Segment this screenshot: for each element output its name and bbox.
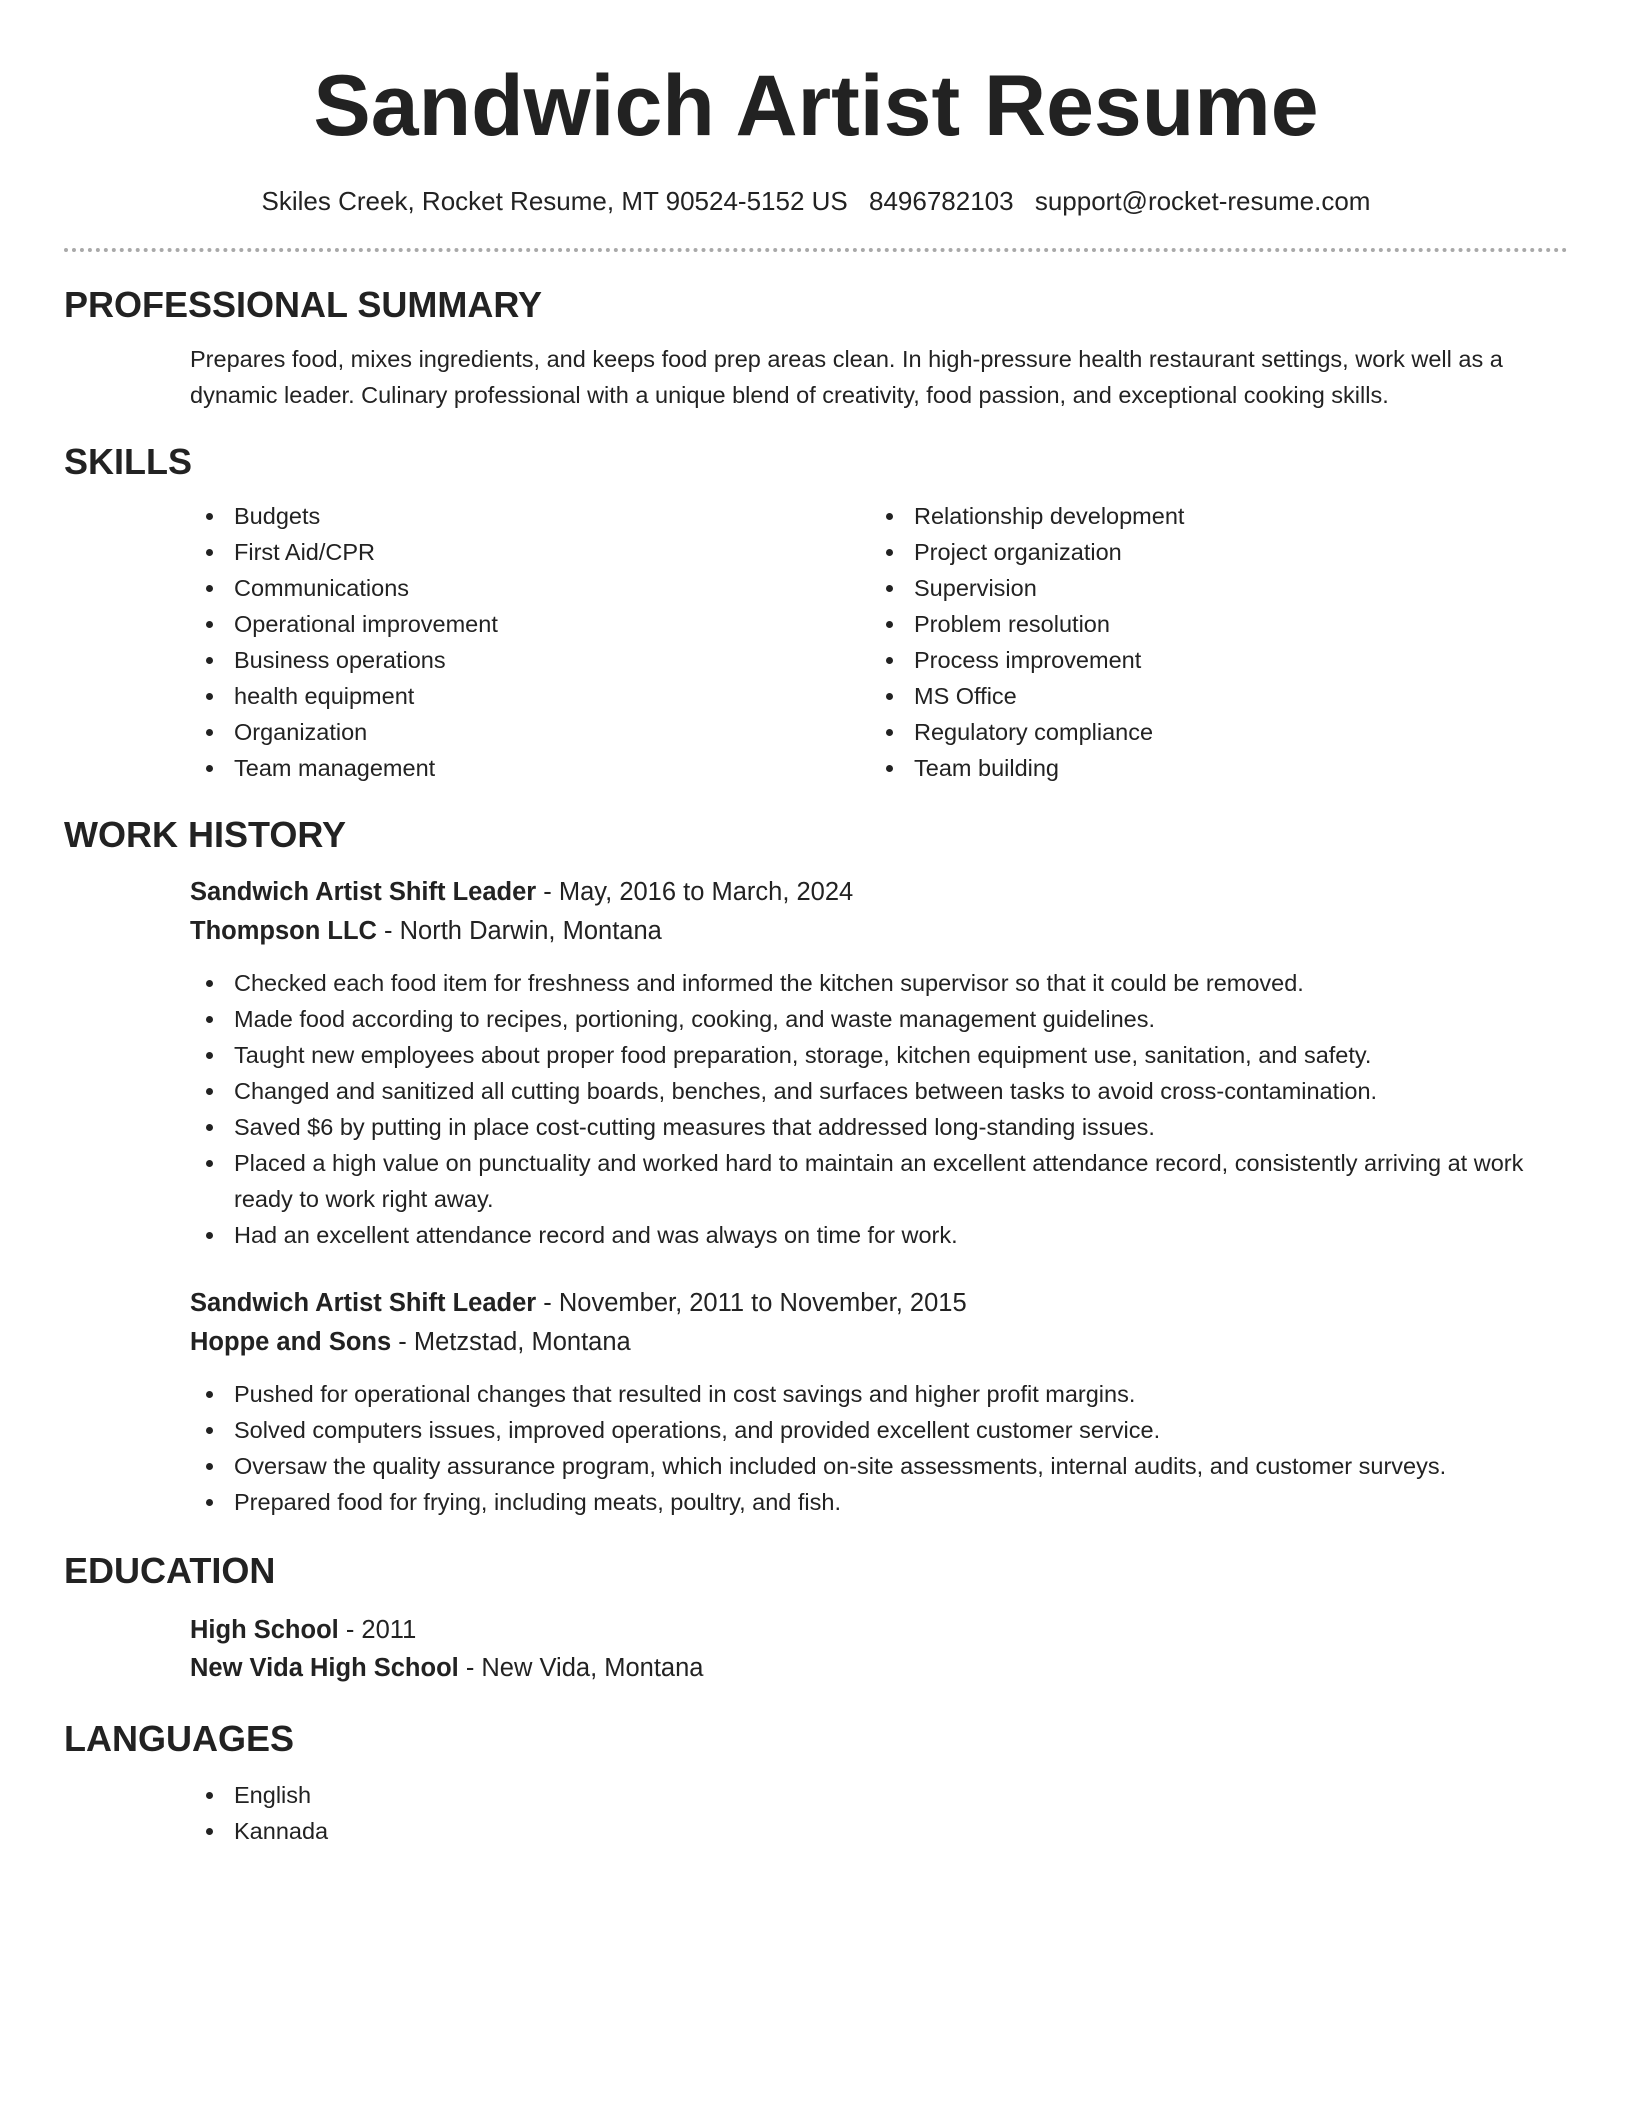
job-location: - North Darwin, Montana xyxy=(376,917,662,945)
job-title-line xyxy=(190,1284,1568,1323)
education-school: New Vida High School xyxy=(190,1654,459,1682)
job-company: Hoppe and Sons xyxy=(190,1328,392,1356)
contact-address: Skiles Creek, Rocket Resume, MT 90524-5152 US xyxy=(261,186,848,216)
education-entry xyxy=(64,1611,1568,1687)
job-bullet: Changed and sanitized all cutting boards, benches, and surfaces between tasks to avoid cross-contamination. xyxy=(190,1073,1568,1109)
education-year: - 2011 xyxy=(338,1616,417,1644)
contact-line xyxy=(64,184,1568,218)
job-entry xyxy=(64,873,1568,1253)
skills-left-column xyxy=(190,498,870,786)
skill-item: Team management xyxy=(190,750,870,786)
job-bullet: Pushed for operational changes that resulted in cost savings and higher profit margins. xyxy=(190,1376,1568,1412)
languages-heading: LANGUAGES xyxy=(64,1718,295,1759)
job-bullet: Had an excellent attendance record and was always on time for work. xyxy=(190,1217,1568,1253)
skills-right-column xyxy=(870,498,1550,786)
job-company: Thompson LLC xyxy=(190,917,377,945)
language-item: English xyxy=(190,1777,1568,1813)
job-title: Sandwich Artist Shift Leader xyxy=(190,1289,537,1317)
skill-item: Budgets xyxy=(190,498,870,534)
job-bullet-list xyxy=(64,1376,1568,1520)
contact-email: support@rocket-resume.com xyxy=(1034,186,1371,216)
skill-item: MS Office xyxy=(870,678,1550,714)
job-bullet: Solved computers issues, improved operations, and provided excellent customer service. xyxy=(190,1412,1568,1448)
job-location: - Metzstad, Montana xyxy=(391,1328,631,1356)
job-bullet: Saved $6 by putting in place cost-cutting measures that addressed long-standing issues. xyxy=(190,1109,1568,1145)
header-divider xyxy=(64,248,1568,252)
skill-item: Relationship development xyxy=(870,498,1550,534)
job-entry xyxy=(64,1284,1568,1520)
job-dates: - May, 2016 to March, 2024 xyxy=(536,878,854,906)
job-title-line xyxy=(190,873,1568,912)
skill-item: Organization xyxy=(190,714,870,750)
skill-item: Operational improvement xyxy=(190,606,870,642)
job-bullet: Oversaw the quality assurance program, which included on-site assessments, internal audits, and customer surveys. xyxy=(190,1448,1568,1484)
job-bullet: Made food according to recipes, portioning, cooking, and waste management guidelines. xyxy=(190,1001,1568,1037)
work-history-heading: WORK HISTORY xyxy=(64,814,347,855)
education-school-line xyxy=(190,1649,1568,1687)
languages-list xyxy=(64,1777,1568,1849)
skill-item: Communications xyxy=(190,570,870,606)
summary-text: Prepares food, mixes ingredients, and keeps food prep areas clean. In high-pressure health restaurant settings, work well as a dynamic leader. Culinary professional with a unique blend of creativity, food passion, and exceptional cooking skills. xyxy=(190,346,1503,408)
job-bullet: Checked each food item for freshness and informed the kitchen supervisor so that it could be removed. xyxy=(190,965,1568,1001)
resume-title: Sandwich Artist Resume xyxy=(313,58,1319,154)
education-degree-line xyxy=(190,1611,1568,1649)
skill-item: Team building xyxy=(870,750,1550,786)
contact-phone: 8496782103 xyxy=(868,186,1014,216)
job-bullet: Prepared food for frying, including meats, poultry, and fish. xyxy=(190,1484,1568,1520)
skill-item: Business operations xyxy=(190,642,870,678)
skills-list xyxy=(64,498,1568,786)
skills-heading: SKILLS xyxy=(64,441,193,482)
education-location: - New Vida, Montana xyxy=(458,1654,704,1682)
skill-item: Regulatory compliance xyxy=(870,714,1550,750)
job-title: Sandwich Artist Shift Leader xyxy=(190,878,537,906)
education-degree: High School xyxy=(190,1616,339,1644)
skill-item: Supervision xyxy=(870,570,1550,606)
job-dates: - November, 2011 to November, 2015 xyxy=(536,1289,967,1317)
skill-item: First Aid/CPR xyxy=(190,534,870,570)
job-company-line xyxy=(190,912,1568,951)
skill-item: Project organization xyxy=(870,534,1550,570)
language-item: Kannada xyxy=(190,1813,1568,1849)
job-company-line xyxy=(190,1323,1568,1362)
skill-item: health equipment xyxy=(190,678,870,714)
job-bullet: Taught new employees about proper food preparation, storage, kitchen equipment use, sanitation, and safety. xyxy=(190,1037,1568,1073)
job-bullet: Placed a high value on punctuality and worked hard to maintain an excellent attendance record, consistently arriving at work ready to work right away. xyxy=(190,1145,1568,1217)
summary-heading: PROFESSIONAL SUMMARY xyxy=(64,284,543,325)
skill-item: Problem resolution xyxy=(870,606,1550,642)
job-bullet-list xyxy=(64,965,1568,1253)
skill-item: Process improvement xyxy=(870,642,1550,678)
education-heading: EDUCATION xyxy=(64,1550,276,1591)
